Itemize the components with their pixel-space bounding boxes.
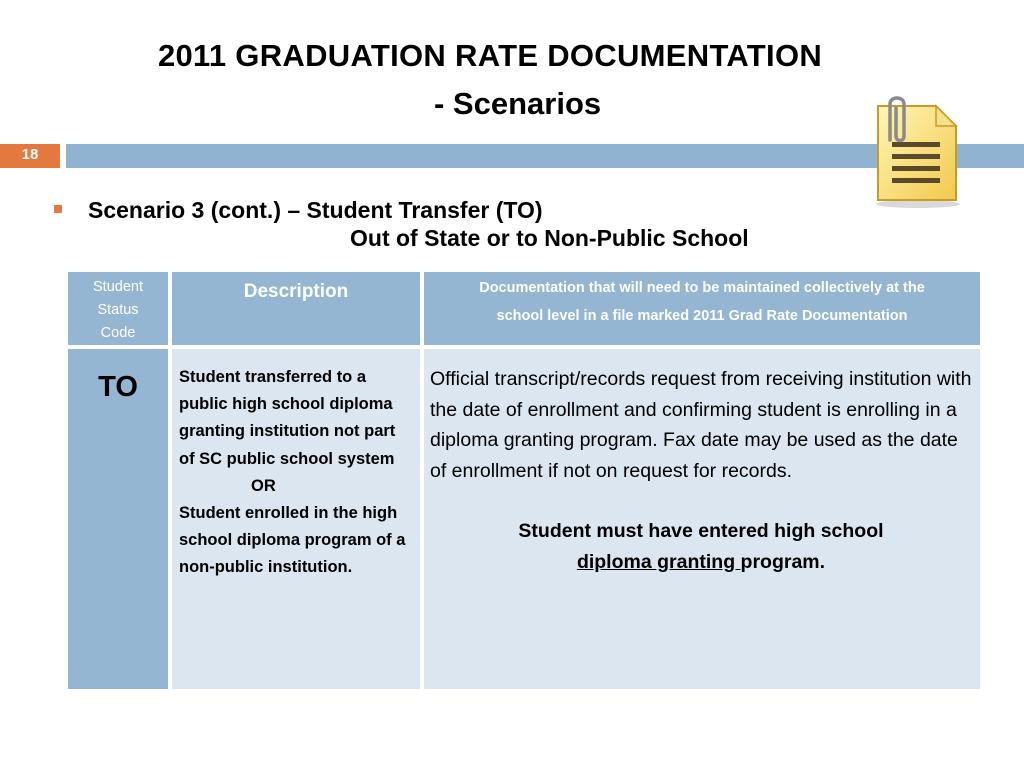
- requirement-line-1: Student must have entered high school: [518, 520, 884, 542]
- requirement-note: [430, 516, 972, 577]
- header-description: Description: [172, 272, 420, 345]
- requirement-line-2: [430, 547, 972, 578]
- slide-subtitle: - Scenarios: [434, 86, 602, 121]
- requirement-end: program.: [740, 550, 826, 573]
- header-code-line-1: Student: [93, 279, 143, 295]
- clipboard-document-icon: [866, 96, 966, 210]
- header-documentation: [424, 272, 980, 345]
- scenario-heading: Scenario 3 (cont.) – Student Transfer (TO): [88, 197, 543, 223]
- header-code-line-2: Status: [97, 302, 139, 318]
- header-documentation-line-2: school level in a file marked 2011 Grad Rate Documentation: [496, 308, 908, 324]
- square-bullet-icon: [54, 205, 62, 213]
- description-or: OR: [251, 476, 276, 495]
- slide-title: 2011 GRADUATION RATE DOCUMENTATION: [157, 38, 823, 73]
- description-non-public: Student enrolled in the high school diploma program of a non-public institution.: [179, 504, 406, 577]
- slide-number: 18: [21, 146, 39, 163]
- header-documentation-line-1: Documentation that will need to be maintained collectively at the: [479, 280, 925, 296]
- header-code-line-3: Code: [100, 325, 136, 341]
- header-student-status-code: [68, 272, 168, 345]
- status-code-cell: TO: [68, 349, 168, 689]
- documentation-text: Official transcript/records request from receiving institution with the date of enrollment and confirming student is enrolling in a diploma granting program. Fax date may be used as the date of enrollment if not on request for records.: [430, 368, 972, 482]
- requirement-underlined: diploma granting: [576, 550, 741, 573]
- description-transfer-public: Student transferred to a public high school diploma granting institution not part of SC public school system: [179, 368, 396, 468]
- description-cell: [172, 349, 420, 689]
- scenario-subheading: Out of State or to Non-Public School: [350, 225, 749, 251]
- documentation-cell: [424, 349, 980, 689]
